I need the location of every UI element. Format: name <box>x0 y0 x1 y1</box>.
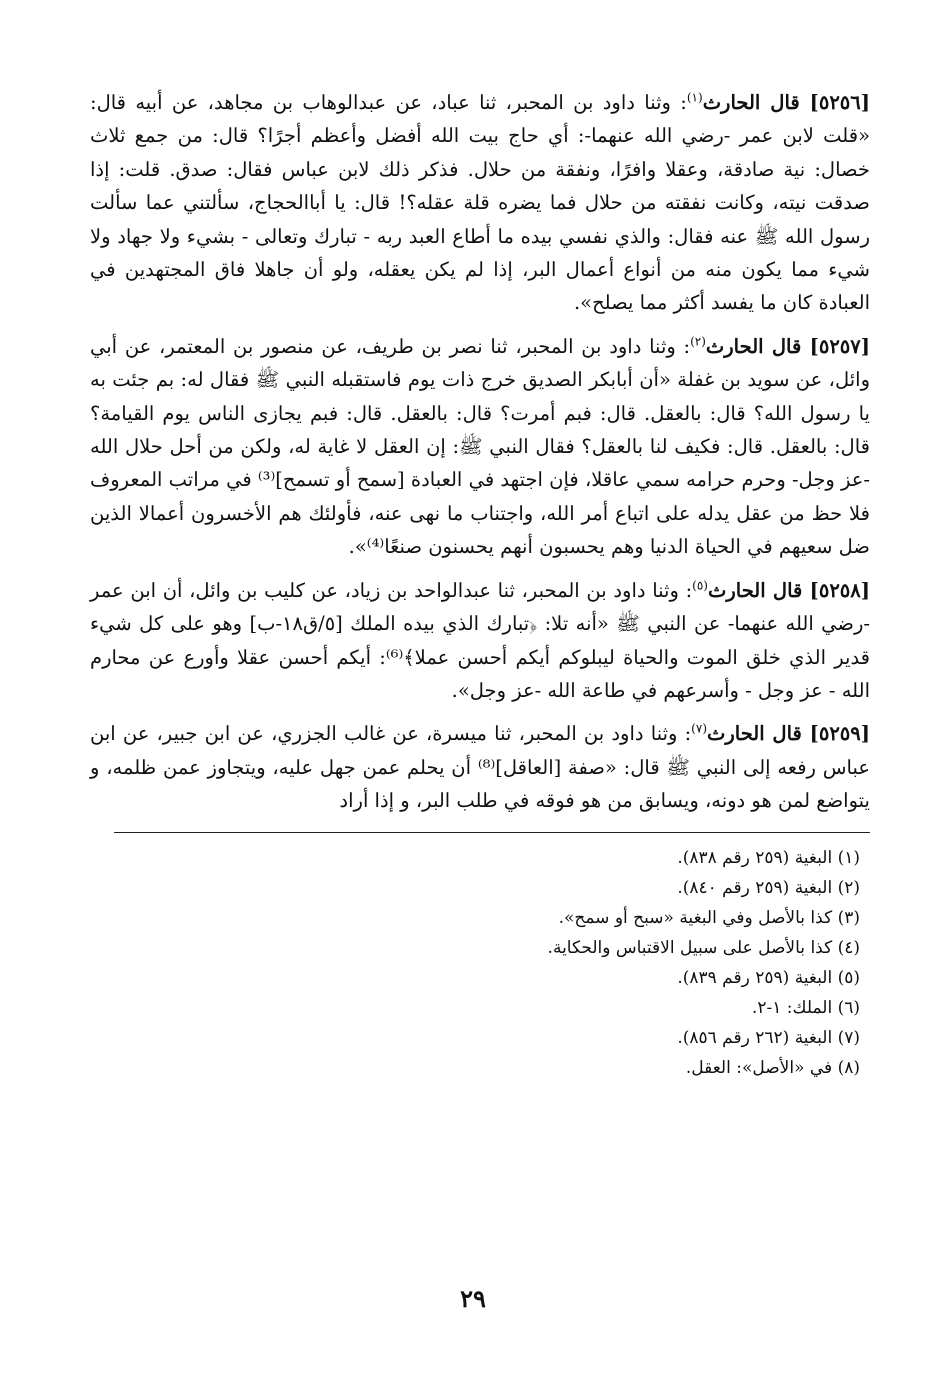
footnote-ref[interactable]: (١) <box>686 90 703 105</box>
hadith-entry-5258 <box>90 574 870 708</box>
hadith-entry-5259 <box>90 717 870 817</box>
entry-heading: [٥٢٥٨] قال الحارث <box>707 578 870 602</box>
hadith-entry-5257 <box>90 330 870 564</box>
entry-text: : وثنا داود بن المحبر، ثنا نصر بن طريف، عن منصور بن المعتمر، عن أبي وائل، عن سويد بن غفلة «أن أبابكر الصديق خرج ذات يوم فاستقبله النبي ﷺ فقال له: بم جئت به يا رسول الله؟ قال: بالعقل. قال: فبم أمرت؟ قال: بالعقل. قال: فبم يجازى الناس يوم القيامة؟ قال: بالعقل. قال: فكيف لنا بالعقل؟ فقال النبي ﷺ: إن العقل لا غاية له، ولكن من أحل حلال الله -عز وجل- وحرم حرامه سمي عاقلا، فإن اجتهد في العبادة [سمح أو تسمح]⁽³⁾ في مراتب المعروف فلا حظ من عقل يدله على اتباع أمر الله، واجتناب ما نهى عنه، فأولئك هم الأخسرون أعمالا الذين ضل سعيهم في الحياة الدنيا وهم يحسبون أنهم يحسنون صنعًا⁽⁴⁾». <box>90 334 870 559</box>
footnote-item: (١) البغية (٢٥٩ رقم ٨٣٨). <box>677 847 860 868</box>
footnote-item: (٢) البغية (٢٥٩ رقم ٨٤٠). <box>677 877 860 898</box>
hadith-entry-5256 <box>90 86 870 320</box>
footnote-item: (٥) البغية (٢٥٩ رقم ٨٣٩). <box>677 967 860 988</box>
entry-heading: [٥٢٥٩] قال الحارث <box>707 722 870 746</box>
footnote-item: (٣) كذا بالأصل وفي البغية «سبح أو سمح». <box>558 907 860 928</box>
entry-heading: [٥٢٥٦] قال الحارث <box>702 91 870 114</box>
footnote-divider <box>114 832 870 833</box>
page-body <box>90 86 870 1356</box>
footnote-ref[interactable]: (٥) <box>692 578 708 593</box>
footnote-ref[interactable]: (٢) <box>690 334 706 349</box>
footnote-item: (٤) كذا بالأصل على سبيل الاقتباس والحكاية. <box>547 937 860 958</box>
entry-text: : وثنا داود بن المحبر، ثنا عباد، عن عبدالوهاب بن مجاهد، عن أبيه قال: «قلت لابن عمر -رضي الله عنهما-: أي حاج بيت الله أفضل وأعظم أجرًا؟ قال: من جمع ثلاث خصال: نية صادقة، وعقلا وافرًا، ونفقة من حلال. فذكر ذلك لابن عباس فقال: صدق. قلت: إذا صدقت نيته، وكانت نفقته من حلال فما يضره قلة عقله؟! قال: يا أباالحجاج، سألتني عما سألت رسول الله ﷺ عنه فقال: والذي نفسي بيده ما أطاع العبد ربه - تبارك وتعالى - بشيء ولا جهاد ولا شيء مما يكون منه من أنواع أعمال البر، إذا لم يكن يعقله، ولو أن جاهلا فاق المجتهدين في العبادة كان ما يفسد أكثر مما يصلح». <box>90 91 870 315</box>
footnotes-list <box>90 843 860 1083</box>
entry-heading: [٥٢٥٧] قال الحارث <box>705 334 870 358</box>
entry-text: : وثنا داود بن المحبر، ثنا عبدالواحد بن زياد، عن كليب بن وائل، أن ابن عمر -رضي الله عنهما- عن النبي ﷺ «أنه تلا: ﴿تبارك الذي بيده الملك [٥/ق١٨-ب] وهو على كل شيء قدير الذي خلق الموت والحياة ليبلوكم أيكم أحسن عملا﴾⁽⁶⁾: أيكم أحسن عقلا وأورع عن محارم الله - عز وجل - وأسرعهم في طاعة الله -عز وجل». <box>90 578 870 702</box>
footnote-item: (٦) الملك: ١-٢. <box>751 997 860 1018</box>
footnote-item: (٨) في «الأصل»: العقل. <box>685 1057 860 1078</box>
entry-text: : وثنا داود بن المحبر، ثنا ميسرة، عن غالب الجزري، عن ابن جبير، عن ابن عباس رفعه إلى النبي ﷺ قال: «صفة [العاقل]⁽⁸⁾ أن يحلم عمن جهل عليه، ويتجاوز عمن ظلمه، و يتواضع لمن هو دونه، ويسابق من هو فوقه في طلب البر، و إذا أراد <box>90 722 870 813</box>
footnote-ref[interactable]: (٧) <box>691 721 707 736</box>
page-number: ٢٩ <box>460 1284 486 1313</box>
footnote-item: (٧) البغية (٢٦٢ رقم ٨٥٦). <box>677 1027 860 1048</box>
